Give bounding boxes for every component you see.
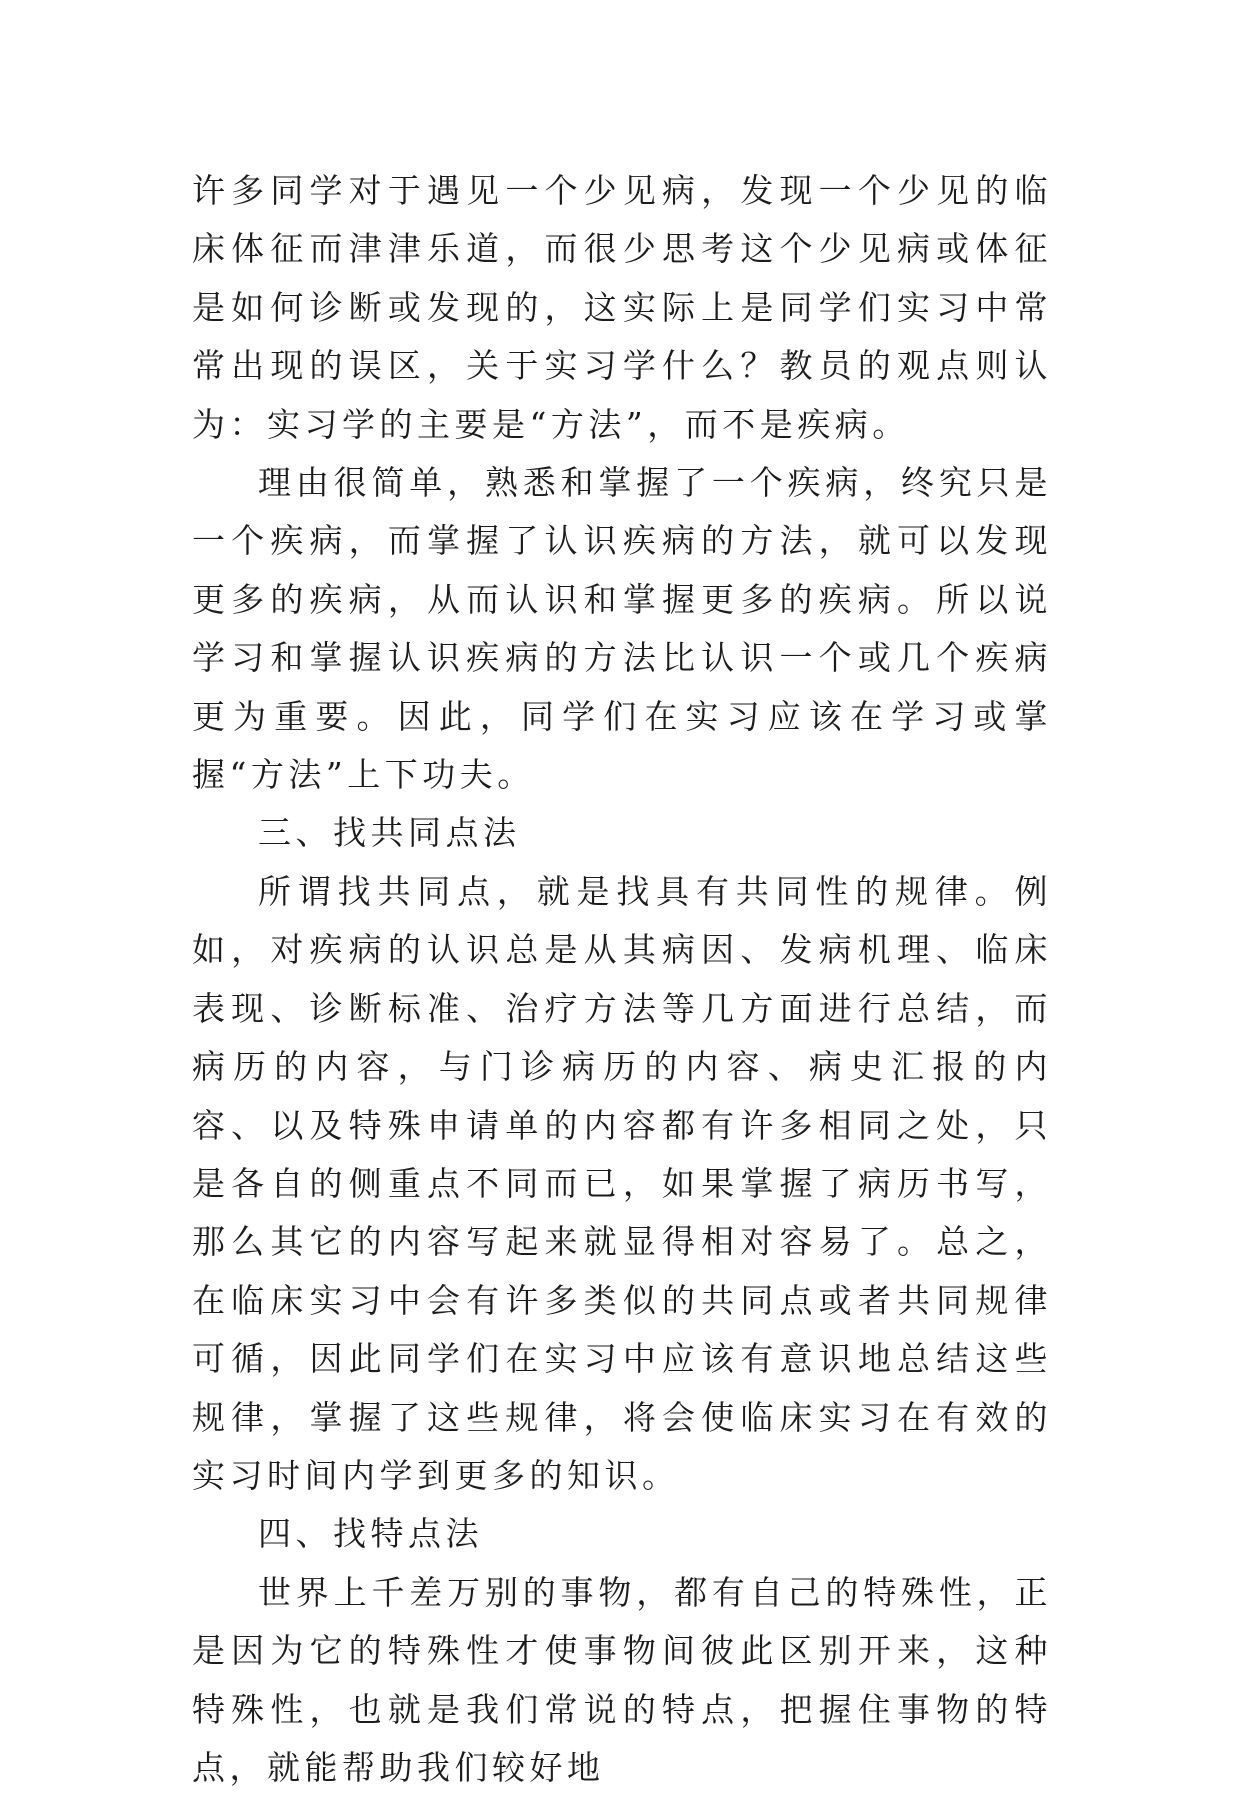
document-body [192,162,1052,1797]
section-heading-3: 三、找共同点法 [258,813,521,853]
paragraph-reason: 理由很简单，熟悉和掌握了一个疾病，终究只是一个疾病，而掌握了认识疾病的方法，就可以发现更多的疾病，从而认识和掌握更多的疾病。所以说学习和掌握认识疾病的方法比认识一个或几个疾病更为重要。因此，同学们在实习应该在学习或掌握“方法”上下功夫。 [192,463,1052,795]
paragraph-features: 世界上千差万别的事物，都有自己的特殊性，正是因为它的特殊性才使事物间彼此区别开来，这种特殊性，也就是我们常说的特点，把握住事物的特点，就能帮助我们较好地 [192,1572,1052,1787]
paragraph-common-points: 所谓找共同点，就是找具有共同性的规律。例如，对疾病的认识总是从其病因、发病机理、临床表现、诊断标准、治疗方法等几方面进行总结，而病历的内容，与门诊病历的内容、病史汇报的内容、以及特殊申请单的内容都有许多相同之处，只是各自的侧重点不同而已，如果掌握了病历书写，那么其它的内容写起来就显得相对容易了。总之，在临床实习中会有许多类似的共同点或者共同规律可循，因此同学们在实习中应该有意识地总结这些规律，掌握了这些规律，将会使临床实习在有效的实习时间内学到更多的知识。 [192,871,1052,1495]
section-heading-4: 四、找特点法 [258,1514,483,1554]
paragraph-intro: 许多同学对于遇见一个少见病，发现一个少见的临床体征而津津乐道，而很少思考这个少见病或体征是如何诊断或发现的，这实际上是同学们实习中常常出现的误区，关于实习学什么？教员的观点则认为：实习学的主要是“方法”，而不是疾病。 [192,171,1052,444]
